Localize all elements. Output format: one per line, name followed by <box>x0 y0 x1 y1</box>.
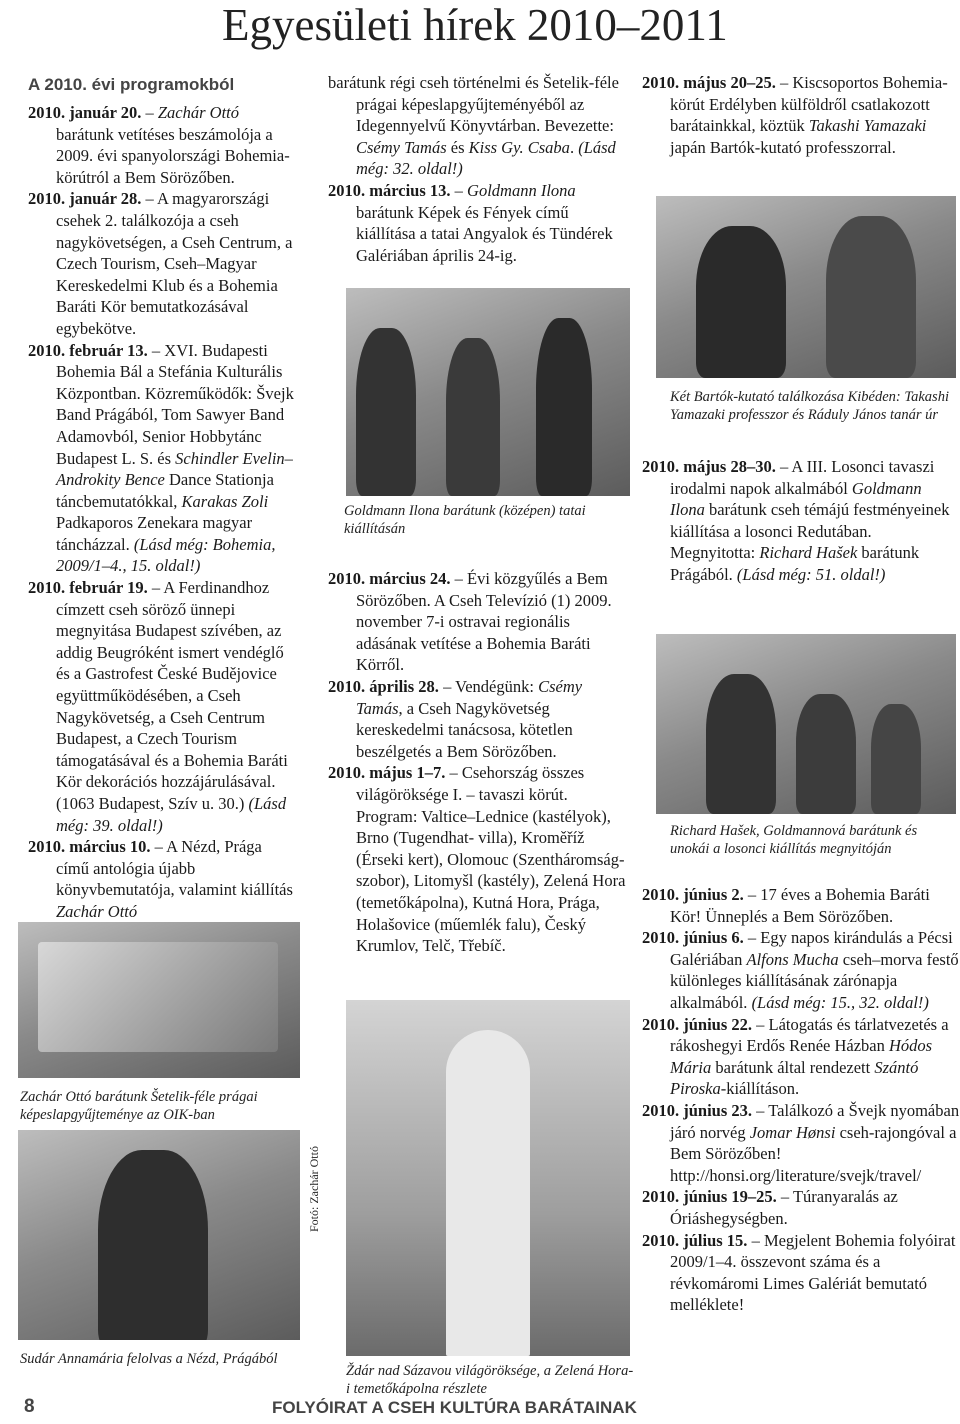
program-entry <box>28 577 296 836</box>
caption-photo-bartok: Két Bartók-kutató találkozása Kibéden: Takashi Yamazaki professzor és Ráduly János tanár úr <box>670 389 949 423</box>
entry-date: 2010. március 10. <box>28 837 151 857</box>
entry-date: 2010. március 24. <box>328 569 451 588</box>
entry-name: Kiss Gy. Csaba <box>468 137 570 157</box>
photo-bartok-researchers <box>656 196 956 378</box>
entry-date: 2010. június 22. <box>642 1014 753 1034</box>
entry-text: barátunk által rendezett <box>711 1057 875 1077</box>
entry-name: Zachár Ottó <box>56 901 138 921</box>
entry-name: Szántó Piroska <box>670 1057 919 1099</box>
entry-text: japán Bartók-kutató professzorral. <box>670 137 896 157</box>
program-entry <box>642 884 960 927</box>
entry-text: és <box>446 137 469 157</box>
program-entry <box>642 927 960 1013</box>
entry-name: (Lásd még: 15., 32. oldal!) <box>751 992 929 1012</box>
entry-name: Richard Hašek <box>759 543 858 563</box>
program-entry <box>28 102 296 188</box>
entry-text: Padkaporos Zenekara magyar táncházzal. <box>56 513 253 554</box>
entry-text: – A III. Losonci tavaszi irodalmi napok alkalmából <box>670 457 935 498</box>
column-2b <box>328 568 628 957</box>
entry-name: Alfons Mucha <box>746 949 839 969</box>
entry-name: (Lásd még: 32. oldal!) <box>356 137 616 179</box>
entry-date: 2010. június 19–25. <box>642 1187 777 1207</box>
entry-text: – <box>141 103 158 122</box>
entry-name: (Lásd még: 51. oldal!) <box>736 564 886 584</box>
entry-text: – A Ferdinandhoz címzett cseh söröző ünnepi megnyitása Budapest szívében, az addig Beugróként ismert vendéglő és a Gastrofest České Budějovice együttműködésében, a Cseh Nagykövetség, a Cseh Centrum Budapest, a Czech Tourism támogatásával és a Bohemia Baráti Kör dekorációs hozzájárulásával. (1063 Budapest, Szív u. 30.) <box>56 578 288 813</box>
program-entry <box>642 72 960 158</box>
entry-text: Dance Stationja táncbemutatókkal, <box>56 470 274 511</box>
program-entry <box>642 1100 960 1186</box>
entry-date: 2010. február 19. <box>28 578 148 598</box>
entry-name: Jomar Hønsi <box>749 1122 836 1142</box>
entry-date: 2010. június 23. <box>642 1100 753 1120</box>
caption-photo-chapel: Ždár nad Sázavou világöröksége, a Zelená Hora-i temetőkápolna részlete <box>346 1363 634 1397</box>
caption-photo-postcard: Zachár Ottó barátunk Šetelik-féle prágai képeslapgyűjteménye az OIK-ban <box>20 1089 258 1123</box>
entry-name: Hódos Mária <box>670 1036 933 1077</box>
entry-text: – Látogatás és tárlatvezetés a rákoshegyi Erdős Renée Házban <box>670 1014 949 1056</box>
entry-text: , a Cseh Nagykövetség kereskedelmi tanácsosa, kötetlen beszélgetés a Bem Sörözőben. <box>356 698 573 761</box>
entry-text: – XVI. Budapesti Bohemia Bál a Stefánia Kulturális Központban. Közreműködők: Švejk Band Prágából, Tom Sawyer Band Adamovból, Senior Hobbytánc Budapest L. S. és <box>56 340 294 468</box>
entry-name: Karakas Zoli <box>181 491 269 511</box>
entry-list <box>328 72 628 266</box>
page-number: 8 <box>24 1396 35 1417</box>
photo-gallery-opening <box>346 288 630 496</box>
entry-list <box>642 72 960 158</box>
entry-text: cseh-rajongóval a Bem Sörözőben! http://honsi.org/literature/svejk/travel/ <box>670 1122 957 1185</box>
entry-date: 2010. január 20. <box>28 103 142 122</box>
entry-list <box>28 102 296 923</box>
entry-date: 2010. június 2. <box>642 885 744 904</box>
entry-text: barátunk Képek és Fények című kiállítása a tatai Angyalok és Tündérek Galériában április 24-ig. <box>356 202 613 265</box>
entry-list <box>642 884 960 1316</box>
entry-text: barátunk régi cseh történelmi és Šetelik-féle prágai képeslapgyűjteményéből az Idegennyelvű Könyvtárban. Bevezette: <box>328 73 619 136</box>
entry-text: – Vendégünk: <box>438 676 539 696</box>
entry-text: – <box>450 180 468 200</box>
entry-text: barátunk Prágából. <box>670 543 920 584</box>
entry-name: Goldmann Ilona <box>467 180 576 200</box>
photo-postcard-exhibition <box>18 922 300 1078</box>
entry-date: 2010. május 20–25. <box>642 73 776 92</box>
entry-text: – Találkozó a Švejk nyomában járó norvég <box>670 1100 960 1142</box>
entry-name: Csémy Tamás <box>356 676 583 718</box>
caption-photo-gallery: Goldmann Ilona barátunk (középen) tatai kiállításán <box>344 503 586 537</box>
column-3c <box>642 884 960 1316</box>
entry-date: 2010. július 15. <box>642 1230 748 1250</box>
entry-name: Schindler Evelin–Androkity Bence <box>56 448 293 490</box>
entry-name: Zachár Ottó <box>157 103 240 122</box>
photo-reading <box>18 1130 300 1340</box>
entry-text: – 17 éves a Bohemia Baráti Kör! Ünneplés a Bem Sörözőben. <box>670 885 930 926</box>
entry-text: -kiállításon. <box>720 1079 800 1099</box>
section-title: A 2010. évi programokból <box>28 75 235 94</box>
column-1 <box>28 74 296 923</box>
program-entry <box>642 1230 960 1316</box>
program-entry <box>28 836 296 922</box>
entry-text: – Túranyaralás az Óriáshegységben. <box>670 1187 898 1228</box>
journal-title: FOLYÓIRAT A CSEH KULTÚRA BARÁTAINAK <box>272 1398 637 1417</box>
entry-text: barátunk cseh témájú festményeinek kiállítása a losonci Redutában. Megnyitotta: <box>670 500 950 563</box>
entry-text: – A Nézd, Prága című antológia újabb könyvbemutatója, valamint kiállítás <box>56 837 293 900</box>
program-entry <box>642 1014 960 1100</box>
entry-list <box>642 456 960 586</box>
entry-text: – Kiscsoportos Bohemia-körút Erdélyben külföldről csatlakozott barátainkkal, köztük <box>670 73 948 136</box>
program-entry <box>328 762 628 956</box>
caption-photo-losonc: Richard Hašek, Goldmannová barátunk és unokái a losonci kiállítás megnyitóján <box>670 823 918 857</box>
column-2 <box>328 72 628 266</box>
column-3 <box>642 72 960 158</box>
entry-name: Csémy Tamás <box>356 137 447 157</box>
entry-date: 2010. január 28. <box>28 189 142 209</box>
entry-text: – Egy napos kirándulás a Pécsi Galériában <box>670 928 953 969</box>
entry-name: (Lásd még: 39. oldal!) <box>56 794 287 835</box>
entry-date: 2010. május 1–7. <box>328 763 446 783</box>
entry-date: 2010. március 13. <box>328 180 451 200</box>
photo-chapel <box>346 1000 630 1356</box>
program-entry <box>328 72 628 180</box>
entry-date: 2010. május 28–30. <box>642 457 776 476</box>
entry-text: – Csehország összes világöröksége I. – tavaszi körút. Program: Valtice–Lednice (kastélyok), Brno (Tugendhat- villa), Kroměříž (Érseki kert), Olomouc (Szentháromság-szobor), Litomyšl (kastély), Zelená Hora (temetőkápolna), Kutná Hora, Prága, Holašovice (műemlék falu), Český Krumlov, Telč, Třebíč. <box>356 763 626 956</box>
entry-name: (Lásd még: Bohemia, 2009/1–4., 15. oldal!) <box>56 534 276 576</box>
program-entry <box>328 180 628 266</box>
program-entry <box>28 340 296 578</box>
page-title: Egyesületi hírek 2010–2011 <box>222 0 728 50</box>
entry-list <box>328 568 628 957</box>
program-entry <box>642 1186 960 1229</box>
entry-date: 2010. június 6. <box>642 928 744 948</box>
caption-photo-reading: Sudár Annamária felolvas a Nézd, Prágából <box>20 1351 278 1367</box>
entry-text: barátunk vetítéses beszámolója a 2009. évi spanyolországi Bohemia-körútról a Bem Sörözőben. <box>56 124 290 187</box>
photo-credit: Fotó: Zachár Ottó <box>307 1146 321 1232</box>
entry-date: 2010. február 13. <box>28 340 148 360</box>
entry-text: – Évi közgyűlés a Bem Sörözőben. A Cseh Televízió (1) 2009. november 7-i ostravai regionális adásának vetítése a Bohemia Baráti Körről. <box>356 569 612 675</box>
entry-date: 2010. április 28. <box>328 676 439 696</box>
entry-text: cseh–morva festő különleges kiállításának zárónapja alkalmából. <box>670 949 959 1012</box>
program-entry <box>28 188 296 339</box>
program-entry <box>328 676 628 762</box>
entry-text: . <box>569 137 579 157</box>
entry-name: Goldmann Ilona <box>670 478 922 520</box>
program-entry <box>328 568 628 676</box>
program-entry <box>642 456 960 586</box>
photo-losonc-opening <box>656 634 956 814</box>
entry-text: – A magyarországi csehek 2. találkozója a cseh nagykövetségen, a Cseh Centrum, a Czech Tourism, Cseh–Magyar Kereskedelmi Klub és a Bohemia Baráti Kör bemutatkozásával egybekötve. <box>56 189 293 338</box>
column-3b <box>642 456 960 586</box>
entry-text: – Megjelent Bohemia folyóirat 2009/1–4. összevont száma és a révkomáromi Limes Galériát bemutató melléklete! <box>670 1230 956 1315</box>
entry-name: Takashi Yamazaki <box>808 116 927 136</box>
